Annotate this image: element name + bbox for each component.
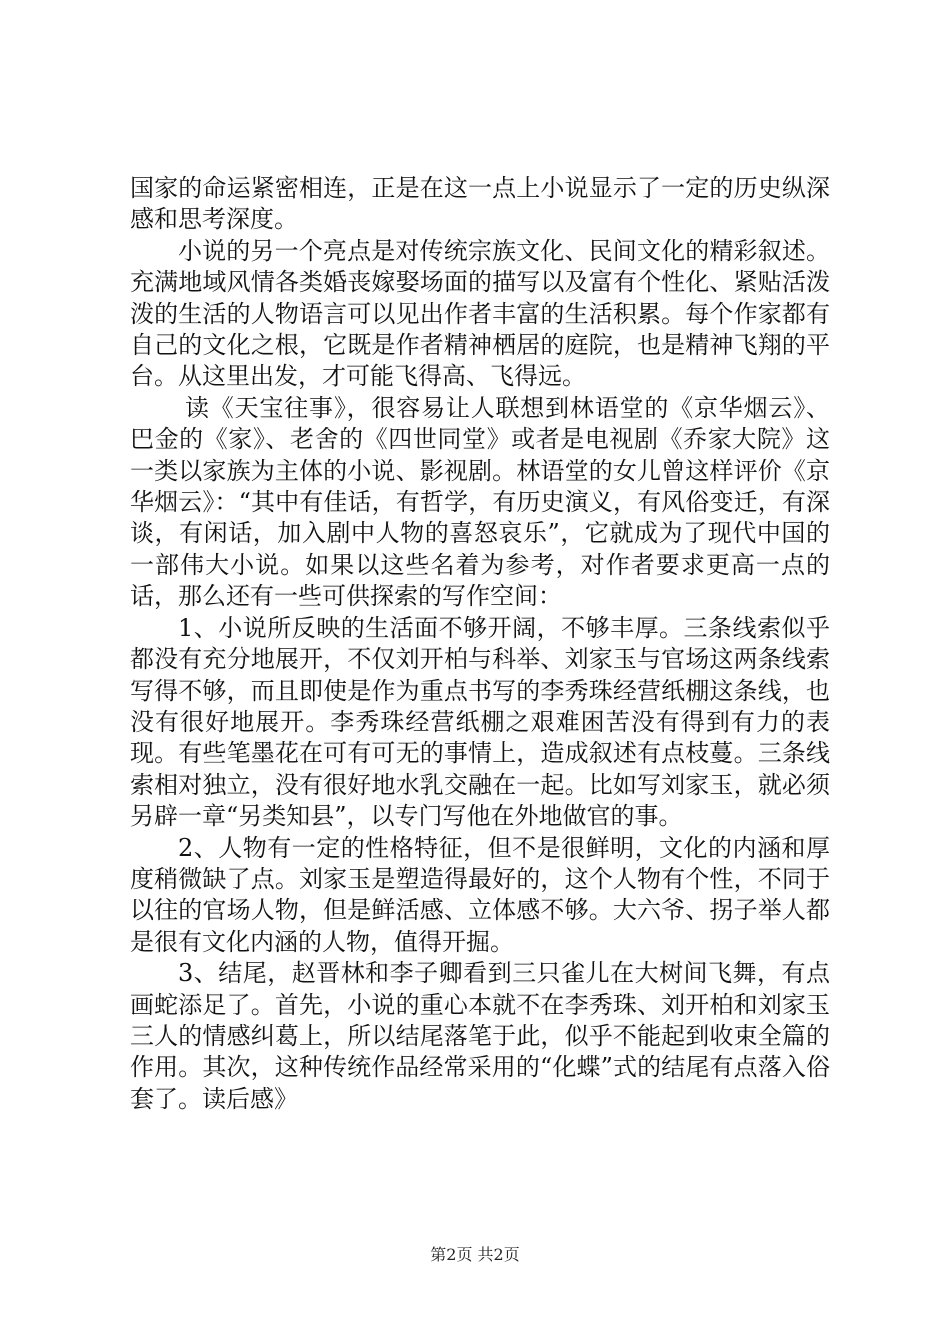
paragraph-5: 2、人物有一定的性格特征，但不是很鲜明，文化的内涵和厚度稍微缺了点。刘家玉是塑造得最好的，这个人物有个性，不同于以往的官场人物，但是鲜活感、立体感不够。大六爷、拐子举人都是很有文化内涵的人物，值得开掘。 [130, 833, 830, 956]
paragraph-6: 3、结尾，赵晋林和李子卿看到三只雀儿在大树间飞舞，有点画蛇添足了。首先，小说的重心本就不在李秀珠、刘开柏和刘家玉三人的情感纠葛上，所以结尾落笔于此，似乎不能起到收束全篇的作用。其次，这种传统作品经常采用的“化蝶”式的结尾有点落入俗套了。读后感》 [130, 959, 830, 1113]
paragraph-1: 国家的命运紧密相连，正是在这一点上小说显示了一定的历史纵深感和思考深度。 [130, 174, 830, 234]
paragraph-3: 读《天宝往事》，很容易让人联想到林语堂的《京华烟云》、巴金的《家》、老舍的《四世同堂》或者是电视剧《乔家大院》这一类以家族为主体的小说、影视剧。林语堂的女儿曾这样评价《京华烟云》：“其中有佳话，有哲学，有历史演义，有风俗变迁，有深谈，有闲话，加入剧中人物的喜怒哀乐”，它就成为了现代中国的一部伟大小说。如果以这些名着为参考，对作者要求更高一点的话，那么还有一些可供探索的写作空间： [130, 393, 830, 611]
paragraph-2: 小说的另一个亮点是对传统宗族文化、民间文化的精彩叙述。充满地域风情各类婚丧嫁娶场面的描写以及富有个性化、紧贴活泼泼的生活的人物语言可以见出作者丰富的生活积累。每个作家都有自己的文化之根，它既是作者精神栖居的庭院，也是精神飞翔的平台。从这里出发，才可能飞得高、飞得远。 [130, 236, 830, 391]
page-number-footer: 第2页 共2页 [430, 1245, 520, 1264]
paragraph-4: 1、小说所反映的生活面不够开阔，不够丰厚。三条线索似乎都没有充分地展开，不仅刘开柏与科举、刘家玉与官场这两条线索写得不够，而且即使是作为重点书写的李秀珠经营纸棚这条线，也没有很好地展开。李秀珠经营纸棚之艰难困苦没有得到有力的表现。有些笔墨花在可有可无的事情上，造成叙述有点枝蔓。三条线索相对独立，没有很好地水乳交融在一起。比如写刘家玉，就必须另辟一章“另类知县”，以专门写他在外地做官的事。 [130, 613, 830, 831]
document-body [130, 173, 830, 1115]
